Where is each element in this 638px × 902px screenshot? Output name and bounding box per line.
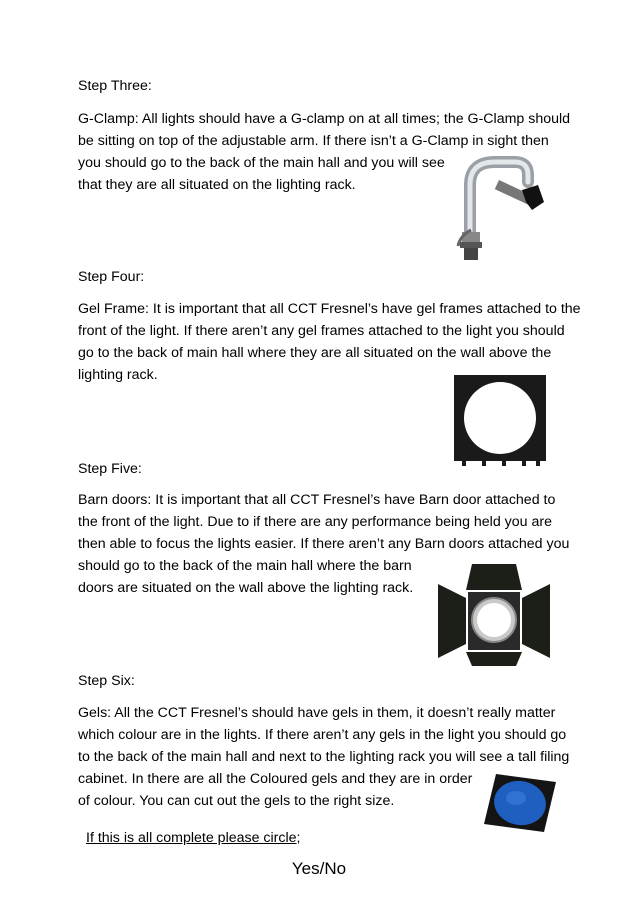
text-line: of colour. You can cut out the gels to the right size. [78,793,395,809]
text-line: to the back of the main hall and next to the lighting rack you will see a tall filing [78,749,570,765]
completion-note: If this is all complete please circle; [86,830,301,846]
text-line: that they are all situated on the lighting rack. [78,177,356,193]
text-line: front of the light. If there aren’t any gel frames attached to the light you should [78,323,565,339]
text-line: Barn doors: It is important that all CCT Fresnel’s have Barn door attached to [78,492,556,508]
text-line: Gels: All the CCT Fresnel’s should have gels in them, it doesn’t really matter [78,705,556,721]
step-six-heading: Step Six: [78,673,135,689]
blue-gel-image [482,772,558,834]
step-four-heading: Step Four: [78,269,145,285]
text-line: doors are situated on the wall above the lighting rack. [78,580,414,596]
text-line: you should go to the back of the main hall and you will see [78,155,445,171]
step-three-heading: Step Three: [78,78,152,94]
text-line: should go to the back of the main hall where the barn [78,558,412,574]
text-line: go to the back of main hall where they are all situated on the wall above the [78,345,552,361]
text-line: G-Clamp: All lights should have a G-clamp on at all times; the G-Clamp should [78,111,571,127]
text-line: cabinet. In there are all the Coloured gels and they are in order [78,771,473,787]
barn-doors-image [436,560,552,668]
yes-no-answer: Yes/No [291,859,347,878]
step-five-heading: Step Five: [78,461,142,477]
text-line: lighting rack. [78,367,158,383]
g-clamp-image [440,150,550,265]
text-line: which colour are in the lights. If there aren’t any gels in the light you should go [78,727,567,743]
text-line: be sitting on top of the adjustable arm. If there isn’t a G-Clamp in sight then [78,133,549,149]
text-line: the front of the light. Due to if there are any performance being held you are [78,514,552,530]
text-line: Gel Frame: It is important that all CCT Fresnel’s have gel frames attached to the [78,301,581,317]
text-line: then able to focus the lights easier. If there aren’t any Barn doors attached you [78,536,570,552]
gel-frame-image [452,373,548,468]
